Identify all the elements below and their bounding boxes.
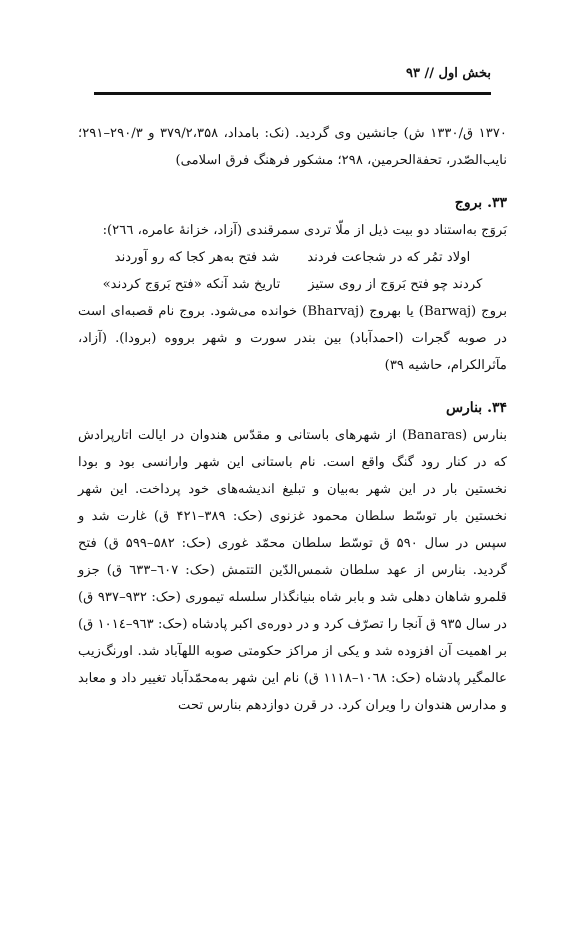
verse-line-2: [78, 271, 507, 298]
section-33-heading: ۳۳. بروج: [454, 195, 507, 211]
verse-line-1: [78, 244, 507, 271]
section-33-paragraph-1: بَروَج به‌استناد دو بیت ذیل از ملّا تردی سمرقندی (آزاد، خزانهٔ عامره، ۲٦٦):: [102, 223, 507, 238]
verse-1-hemistich-a: اولاد تمُر که در شجاعت فردند: [307, 250, 471, 265]
page-body: [78, 120, 507, 719]
section-33-paragraph-2: بروج (Barwaj) یا بهروج (Bharvaj) خوانده می‌شود. بروج نام قصبه‌ای است در صوبه گجرات (احمدآباد) بین بندر سورت و شهر برووه (برودا). (آزاد، مآثرالکرام، حاشیه ۳۹): [78, 304, 508, 373]
intro-paragraph: ۱۳۷۰ ق/۱۳۳۰ ش) جانشین وی گردید. (نک: بامداد، ۳۷۹/۲،۳۵۸ و ۲۹۰/۳–۲۹۱؛ نایب‌الصّدر، تحفة‌الحرمین، ۲۹۸؛ مشکور فرهنگ فرق اسلامی): [78, 126, 507, 168]
verse-1-hemistich-b: شد فتح به‌هر کجا که رو آوردند: [114, 250, 280, 265]
running-head: بخش اول // ۹۳: [406, 66, 491, 81]
page-header: [94, 62, 491, 95]
section-34-paragraph-1: بنارس (Banaras) از شهرهای باستانی و مقدّس هندوان در ایالت اتارپرادش که در کنار رود گنگ واقع است. نام باستانی این شهر وارانسی بود و بودا نخستین بار در این شهر به‌بیان و تبلیغ اندیشه‌های خود پرداخت. این شهر نخستین بار توسّط سلطان محمود غزنوی (حک: ۳۸۹–۴۲۱ ق) غارت شد و سپس در سال ۵۹۰ ق توسّط سلطان محمّد غوری (حک: ۵۸۲–۵۹۹ ق) فتح گردید. بنارس از عهد سلطان شمس‌الدّین التتمش (حک: ٦۰۷–٦۳۳ ق) جزو قلمرو شاهان دهلی شد و بابر شاه بنیانگذار سلسله تیموری (حک: ۹۳۲–۹۳۷ ق) در سال ۹۳۵ ق آنجا را تصرّف کرد و در دوره‌ی اکبر پادشاه (حک: ۹٦۳–۱۰۱٤ ق) بر اهمیت آن افزوده شد و یکی از مراکز حکومتی صوبه اللهآباد شد. اورنگ‌زیب عالمگیر پادشاه (حک: ۱۰٦۸–۱۱۱۸ ق) نام این شهر به‌محمّدآباد تغییر داد و معابد و مدارس هندوان را ویران کرد. در قرن دوازدهم بنارس تحت: [78, 428, 507, 713]
verse-2-hemistich-a: کردند چو فتح بَروَج از روی ستیز: [308, 277, 483, 292]
verse-2-hemistich-b: تاریخ شد آنکه «فتح بَروَج کردند»: [102, 277, 281, 292]
section-34-heading: ۳۴. بنارس: [445, 400, 507, 416]
